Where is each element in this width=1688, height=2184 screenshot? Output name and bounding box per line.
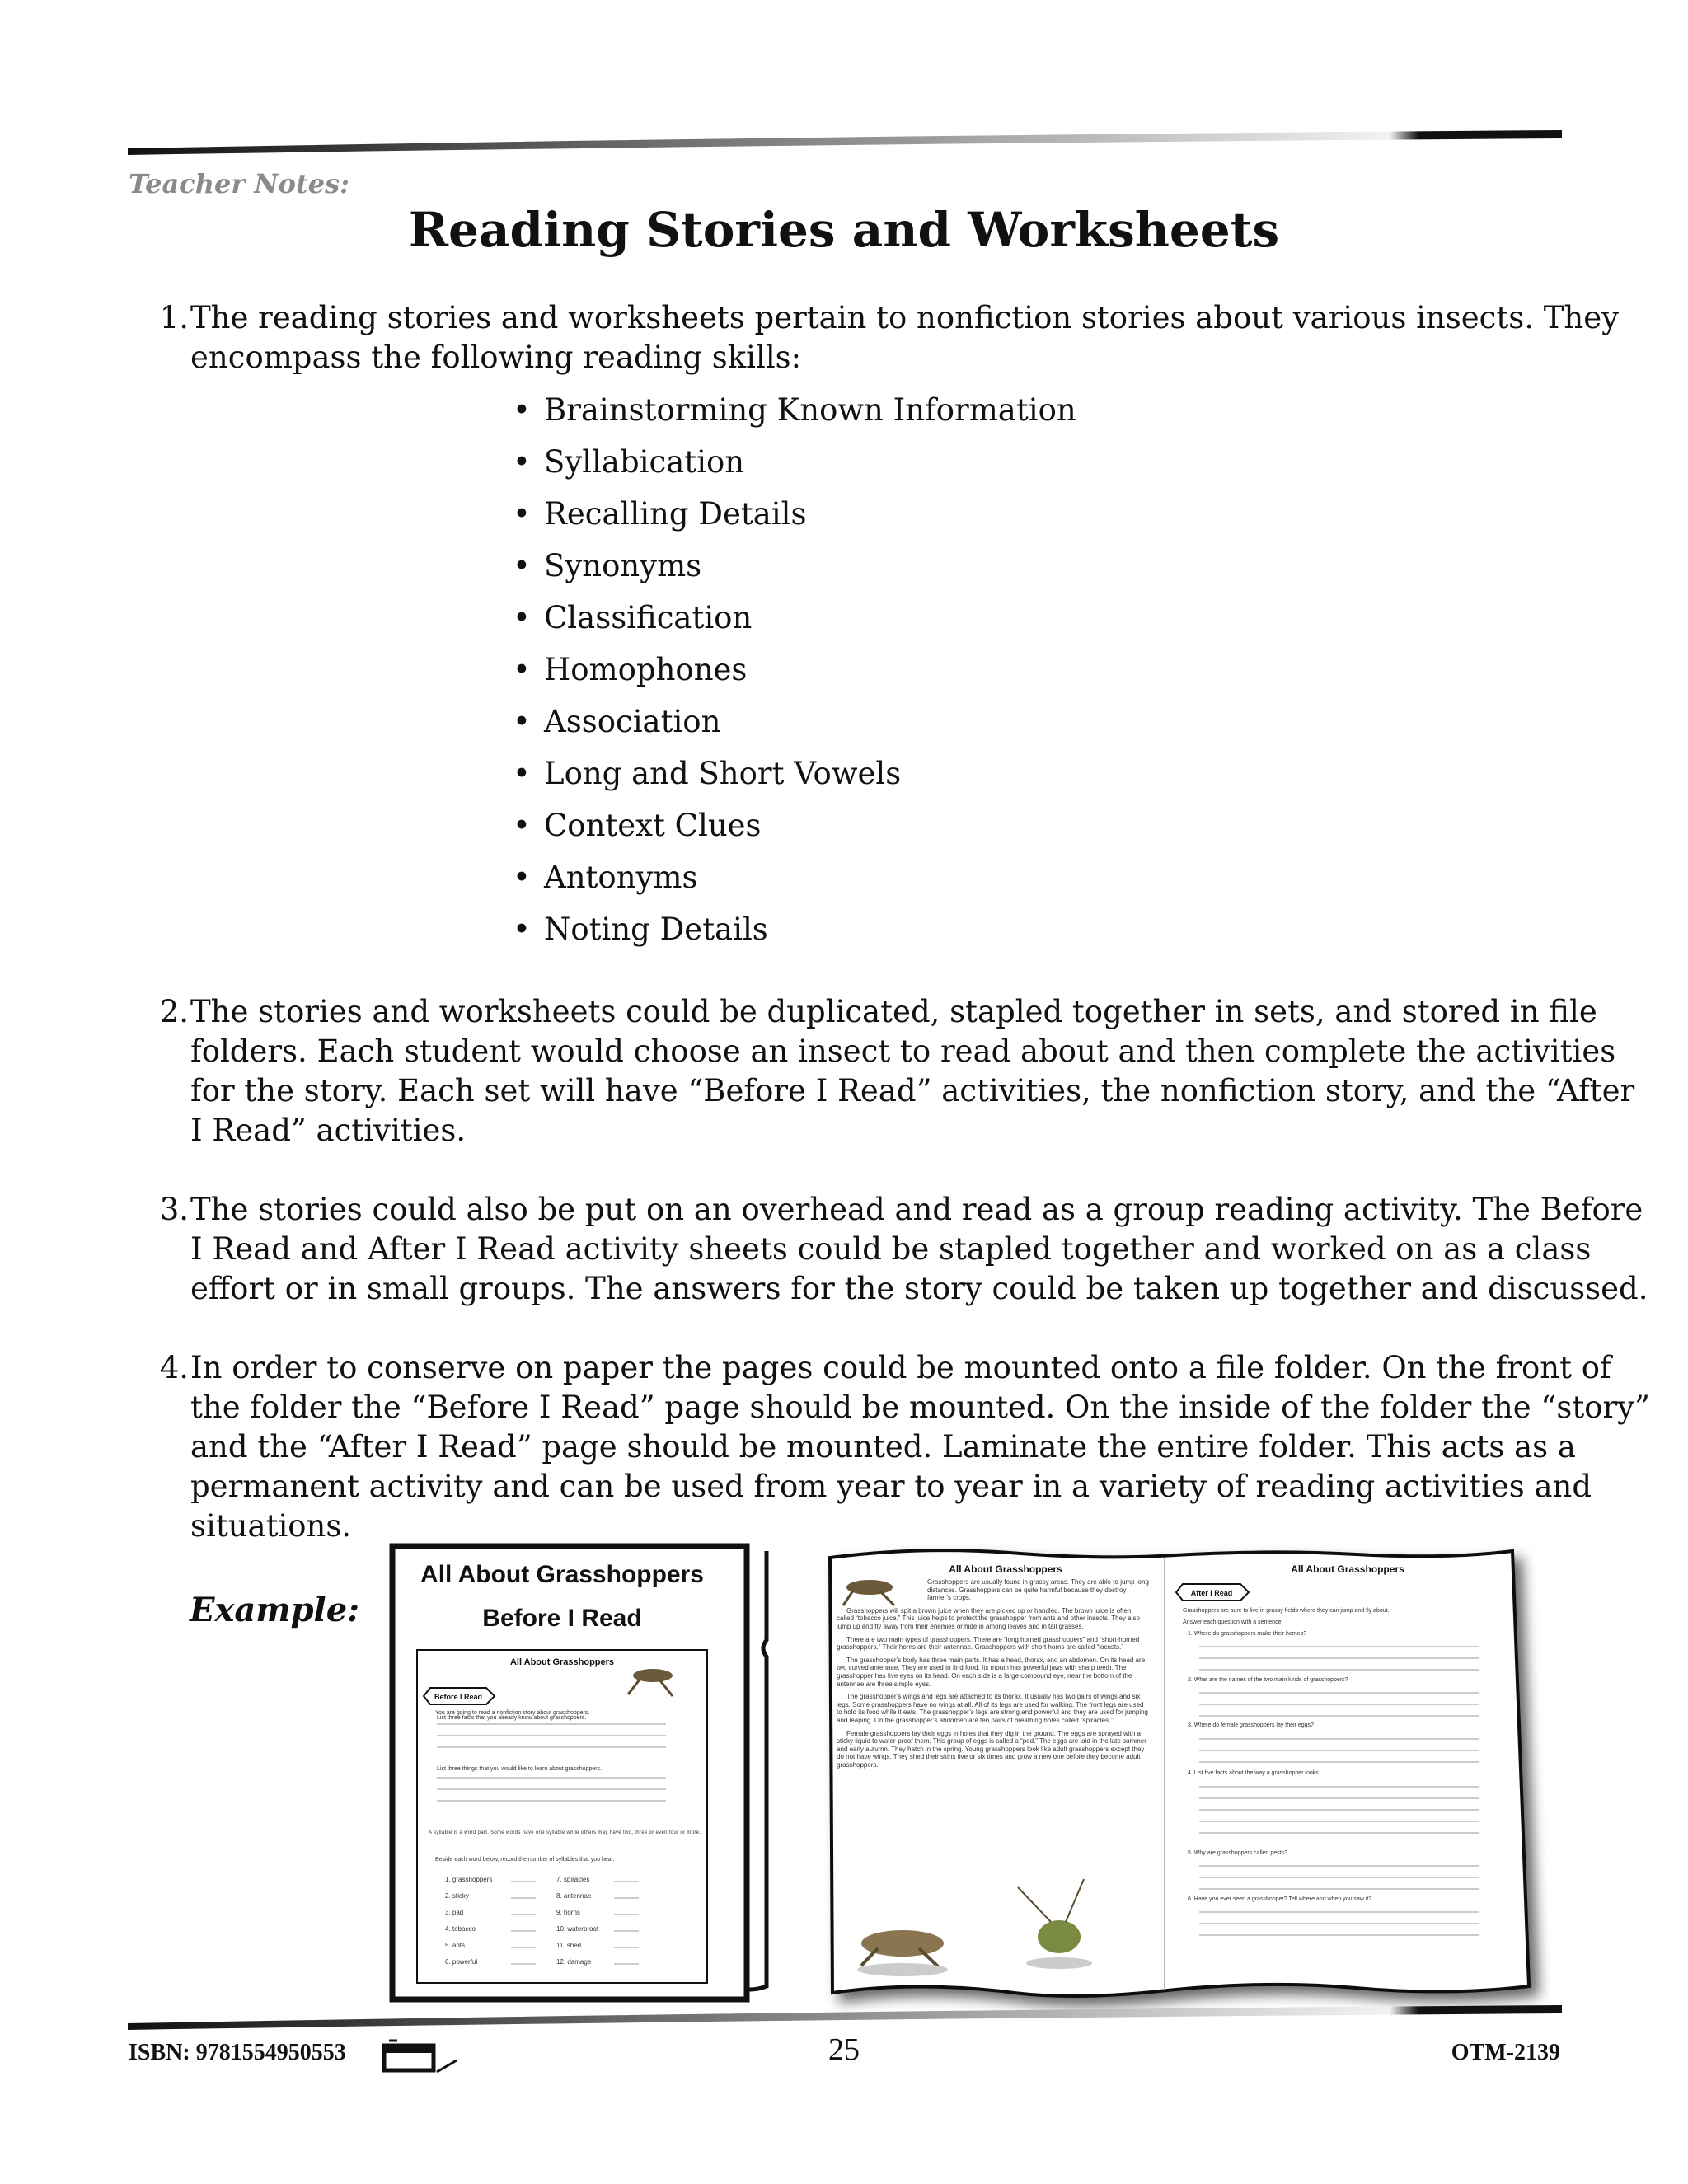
word-item: 7. spiracles [556, 1876, 590, 1883]
item-number: 1. [159, 300, 189, 335]
example-label: Example: [190, 1591, 359, 1629]
story-paragraph: Female grasshoppers lay their eggs in holes that they dig in the ground. The eggs are sprayed with a sticky liquid to water-proof them. This group of eggs is called a “pod.” The eggs are laid in the late summer and early autumn. They hatch in the spring. Young grasshoppers look like adult grasshoppers except they do not have wings. They shed their skins five or six times and grow a new one before they become adult grasshoppers. [837, 1729, 1146, 1769]
top-rule [128, 124, 1562, 142]
item-line: The stories could also be put on an overhead and read as a group reading activity. The Before [190, 1192, 1643, 1227]
story-title: All About Grasshoppers [949, 1563, 1062, 1575]
word-item: 4. tobacco [445, 1925, 476, 1933]
page-number: 25 [828, 2032, 860, 2067]
section-b-text: A syllable is a word part. Some words have one syllable while others may have two, three or even four or more. [429, 1830, 701, 1835]
word-item: 1. grasshoppers [445, 1876, 493, 1883]
story-paragraph: The grasshopper’s wings and legs are attached to its thorax. It usually has two pairs of wings and six legs. Some grasshoppers have no wings at all. All of its legs are used for walking. The front legs are used to hold its food while it eats. The grasshopper’s legs are strong and powerful and they are used for jumping and leaping. On the grasshopper’s abdomen are ten pairs of breathing holes called “spiracles.” [837, 1693, 1149, 1724]
teacher-notes-label: Teacher Notes: [129, 168, 349, 199]
skill-item: • Synonyms [513, 548, 702, 583]
skill-item: • Recalling Details [513, 496, 807, 532]
story-paragraph: Grasshoppers are usually found in grassy areas. They are able to jump long distances. Grasshoppers can be quite harmful because they destroy farmer’s crops. [927, 1578, 1149, 1602]
item-line: situations. [190, 1508, 352, 1544]
sheet-title: All About Grasshoppers [509, 1657, 615, 1667]
skill-item: • Classification [513, 600, 753, 635]
after-tag: After I Read [1190, 1589, 1233, 1597]
word-item: 9. horns [556, 1909, 580, 1916]
item-line: folders. Each student would choose an insect to read about and then complete the activities [190, 1033, 1616, 1069]
item-line: the folder the “Before I Read” page should be mounted. On the inside of the folder the “story” [190, 1390, 1650, 1425]
word-item: 11. shed [556, 1942, 582, 1949]
folder-front-illustration [387, 1541, 775, 2011]
folder-front-subtitle: Before I Read [482, 1605, 642, 1632]
question-item: 1. Where do grasshoppers make their homes? [1188, 1631, 1306, 1637]
question-item: 6. Have you ever seen a grasshopper? Tell where and when you saw it? [1188, 1896, 1372, 1902]
skill-item: • Context Clues [513, 808, 762, 843]
after-intro: Grasshoppers are sure to live in grassy fields where they can jump and fly about. [1183, 1608, 1390, 1614]
item-number: 4. [159, 1350, 189, 1385]
skill-item: • Long and Short Vowels [513, 756, 902, 791]
folder-front-title: All About Grasshoppers [420, 1561, 704, 1588]
bottom-rule [128, 1999, 1562, 2017]
skill-item: • Syllabication [513, 444, 745, 480]
word-item: 5. ants [445, 1942, 466, 1949]
item-line: The reading stories and worksheets pertain to nonfiction stories about various insects. They [190, 300, 1620, 335]
question-item: 2. What are the names of the two main kinds of grasshoppers? [1188, 1677, 1348, 1683]
item-line: and the “After I Read” page should be mounted. Laminate the entire folder. This acts as a [190, 1429, 1576, 1465]
story-paragraph: The grasshopper’s body has three main parts. It has a head, thorax, and an abdomen. On its head are two curved antennae. They are used to find food. Its mouth has powerful jaws with sharp teeth. The grasshopper has five eyes on its head. On each side is a large compound eye, near the bottom of the antennae are three simple eyes. [837, 1656, 1146, 1688]
after-title: All About Grasshoppers [1291, 1563, 1404, 1575]
item-line: In order to conserve on paper the pages could be mounted onto a file folder. On the front of [190, 1350, 1611, 1385]
word-item: 12. damage [556, 1958, 592, 1966]
item-line: permanent activity and can be used from year to year in a variety of reading activities and [190, 1469, 1592, 1504]
question-item: 3. Where do female grasshoppers lay their eggs? [1188, 1722, 1314, 1728]
word-item: 6. powerful [445, 1958, 478, 1966]
item-number: 2. [159, 994, 189, 1029]
folder-inside-illustration [820, 1541, 1550, 2019]
footer-code: OTM-2139 [1451, 2040, 1560, 2065]
item-line: for the story. Each set will have “Before I Read” activities, the nonfiction story, and the “After [190, 1073, 1635, 1108]
question-item: 4. List five facts about the way a grasshopper looks. [1188, 1770, 1320, 1776]
skills-list [513, 390, 1076, 961]
skill-item: • Noting Details [513, 912, 768, 947]
question-item: 5. Why are grasshoppers called pests? [1188, 1850, 1288, 1856]
footer-isbn: ISBN: 9781554950553 [129, 2040, 346, 2065]
section-a-prompt: List three facts that you already know about grasshoppers. [437, 1715, 587, 1721]
section-b-prompt: Beside each word below, record the number of syllables that you hear. [435, 1857, 615, 1863]
word-item: 3. pad [445, 1909, 464, 1916]
word-item: 8. antennae [556, 1892, 592, 1900]
story-paragraph: Grasshoppers will spit a brown juice when they are picked up or handled. The brown juice is often called “tobacco juice.” This juice helps to protect the grasshopper from ants and other insects. They also jump up and fly away from their enemies or hide in among leaves and in tall grasses. [837, 1606, 1140, 1630]
skill-item: • Antonyms [513, 860, 698, 895]
after-instructions: Answer each question with a sentence. [1183, 1619, 1283, 1625]
item-line: effort or in small groups. The answers for the story could be taken up together and discussed. [190, 1271, 1648, 1306]
story-paragraph: There are two main types of grasshoppers. There are “long horned grasshoppers” and “short-horned grasshoppers.” Their horns are their antennae. Grasshoppers with short horns are called “locusts.” [837, 1635, 1140, 1652]
page-title: Reading Stories and Worksheets [408, 202, 1280, 258]
item-number: 3. [159, 1192, 189, 1227]
before-tag: Before I Read [434, 1693, 483, 1701]
section-a-prompt-2: List three things that you would like to learn about grasshoppers. [437, 1766, 603, 1772]
skill-item: • Association [513, 704, 721, 739]
skill-item: • Homophones [513, 652, 748, 687]
item-line: encompass the following reading skills: [190, 340, 802, 375]
item-line: I Read” activities. [190, 1113, 467, 1148]
word-item: 2. sticky [445, 1892, 469, 1900]
skill-item: • Brainstorming Known Information [513, 392, 1076, 428]
item-line: The stories and worksheets could be duplicated, stapled together in sets, and stored in file [190, 994, 1597, 1029]
section-a-text: You are going to read a nonfiction story about grasshoppers. [435, 1710, 590, 1716]
word-item: 10. waterproof [556, 1925, 599, 1933]
item-line: I Read and After I Read activity sheets could be stapled together and worked on as a class [190, 1231, 1592, 1267]
